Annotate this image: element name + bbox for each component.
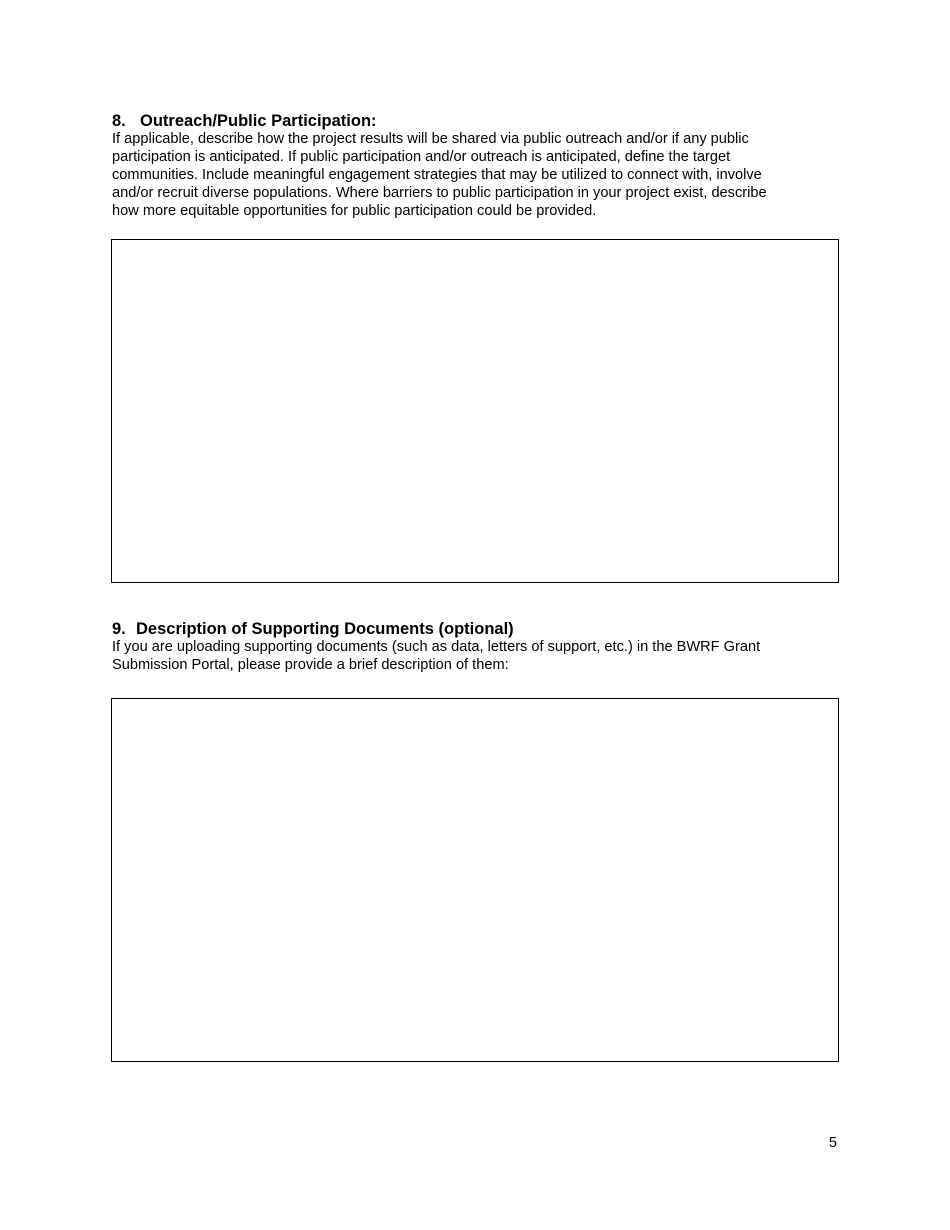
section-supporting-documents (112, 620, 839, 674)
description-line: If applicable, describe how the project results will be shared via public outreach and/or if any public (112, 131, 749, 147)
section-description (112, 638, 839, 674)
description-line: Submission Portal, please provide a brief description of them: (112, 657, 509, 673)
section-heading (112, 112, 839, 130)
section-title: Description of Supporting Documents (optional) (136, 620, 514, 638)
section-number: 8. (112, 112, 126, 130)
page-number: 5 (828, 1135, 837, 1151)
description-line: If you are uploading supporting documents (such as data, letters of support, etc.) in the BWRF Grant (112, 639, 761, 655)
section-description (112, 130, 839, 220)
section-heading (112, 620, 839, 638)
section-number: 9. (112, 620, 126, 638)
description-line: communities. Include meaningful engagement strategies that may be utilized to connect with, involve (112, 167, 762, 183)
description-line: participation is anticipated. If public participation and/or outreach is anticipated, define the target (112, 149, 731, 165)
outreach-response-box[interactable] (111, 239, 839, 583)
description-line: how more equitable opportunities for public participation could be provided. (112, 203, 597, 219)
section-outreach (112, 112, 839, 220)
supporting-documents-response-box[interactable] (111, 698, 839, 1062)
section-title: Outreach/Public Participation: (140, 112, 377, 130)
description-line: and/or recruit diverse populations. Where barriers to public participation in your project exist, describe (112, 185, 767, 201)
